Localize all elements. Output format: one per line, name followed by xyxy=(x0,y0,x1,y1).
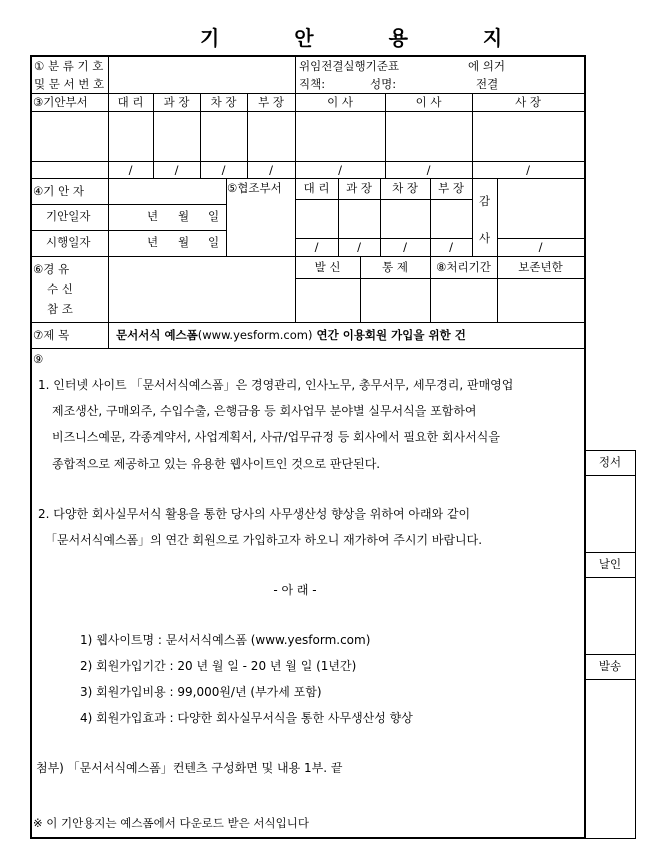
table-rule xyxy=(30,322,585,323)
date-unit-year: 년 xyxy=(147,235,159,249)
table-rule xyxy=(108,256,109,322)
drafting-col-director-2: 이 사 xyxy=(415,95,442,109)
subject-bold-tail: 연간 이용회원 가입을 위한 건 xyxy=(312,328,466,342)
routing-col-retention: 보존년한 xyxy=(518,260,563,274)
para1-line-3: 비즈니스예문, 각종계약서, 사업계획서, 사규/업무규정 등 회사에서 필요한 회사서식을 xyxy=(52,430,500,444)
table-rule xyxy=(30,230,226,231)
table-rule xyxy=(30,204,226,205)
drafting-col-section-chief: 과 장 xyxy=(163,95,190,109)
subject-url-part: (www.yesform.com) xyxy=(197,328,313,342)
side-label-dispatch: 발송 xyxy=(598,659,622,673)
body-marker: ⑨ xyxy=(33,352,44,366)
coop-col-deputy-head: 차 장 xyxy=(392,181,418,195)
para1-line-2: 제조생산, 구매외주, 수입수출, 은행금융 등 회사업무 분야별 실무서식을 포함하여 xyxy=(52,404,477,418)
attachment-note: 첨부) 「문서서식예스폼」컨텐츠 구성화면 및 내용 1부. 끝 xyxy=(36,761,343,775)
drafting-col-director-1: 이 사 xyxy=(327,95,353,109)
reference-label: 참 조 xyxy=(47,302,73,316)
para2-line-1: 2. 다양한 회사실무서식 활용을 통한 당사의 사무생산성 향상을 위하여 아래와 같이 xyxy=(38,507,471,521)
date-slash: / xyxy=(449,240,453,254)
detail-item-3: 3) 회원가입비용 : 99,000원/년 (부가세 포함) xyxy=(80,685,322,699)
table-bottom-border xyxy=(30,837,585,839)
drafting-dept-label: ③기안부서 xyxy=(33,95,88,109)
routing-col-processing-period: ⑧처리기간 xyxy=(436,260,491,274)
para2-line-2: 「문서서식예스폼」의 연간 회원으로 가입하고자 하오니 재가하여 주시기 바랍니다. xyxy=(45,533,483,547)
below-heading: - 아 래 - xyxy=(273,583,317,597)
para1-line-4: 종합적으로 제공하고 있는 유용한 웹사이트인 것으로 판단된다. xyxy=(52,457,381,471)
date-slash: / xyxy=(174,163,179,177)
recipient-label: 수 신 xyxy=(47,282,73,296)
table-rule xyxy=(108,55,109,93)
table-rule xyxy=(584,679,636,680)
table-rule xyxy=(497,238,585,239)
table-rule xyxy=(295,55,296,93)
delegation-rule-text: 위임전결실행기준표 xyxy=(299,59,399,73)
routing-col-sender: 발 신 xyxy=(314,260,341,274)
routing-col-control: 통 제 xyxy=(382,260,408,274)
date-slash: / xyxy=(403,240,407,254)
decision-label: 전결 xyxy=(476,77,499,91)
exec-date-label: 시행일자 xyxy=(46,235,91,249)
delegation-rule-tail: 에 의거 xyxy=(468,59,505,73)
date-unit-month: 월 xyxy=(178,235,190,249)
drafting-col-deputy-head: 차 장 xyxy=(210,95,237,109)
side-label-clean-copy: 정서 xyxy=(598,455,622,469)
name-label: 성명: xyxy=(370,77,397,91)
subject-bold-part: 문서서식 예스폼 xyxy=(116,328,198,342)
table-rule xyxy=(30,256,585,257)
coop-col-assistant: 대 리 xyxy=(303,181,330,195)
date-unit-day: 일 xyxy=(208,209,220,223)
para1-line-1: 1. 인터넷 사이트 「문서서식예스폼」은 경영관리, 인사노무, 총무서무, 세무경리, 판매영업 xyxy=(38,378,514,392)
drafting-col-president: 사 장 xyxy=(515,95,541,109)
form-footnote: ※ 이 기안용지는 예스폼에서 다운로드 받은 서식입니다 xyxy=(33,816,309,830)
via-label: ⑥경 유 xyxy=(33,262,70,276)
date-slash: / xyxy=(338,163,342,177)
table-rule xyxy=(584,838,636,839)
date-slash: / xyxy=(221,163,226,177)
table-rule xyxy=(30,161,585,162)
table-rule xyxy=(584,654,636,655)
subject-text xyxy=(116,330,466,342)
position-label: 직책: xyxy=(299,77,326,91)
date-unit-year: 년 xyxy=(147,209,159,223)
table-rule xyxy=(108,322,109,348)
drafter-label: ④기 안 자 xyxy=(33,184,84,198)
table-rule xyxy=(108,178,109,256)
table-rule xyxy=(30,111,585,112)
date-slash: / xyxy=(426,163,431,177)
audit-label-top: 감 xyxy=(478,194,491,208)
detail-item-2: 2) 회원가입기간 : 20 년 월 일 - 20 년 월 일 (1년간) xyxy=(80,659,357,673)
table-rule xyxy=(30,348,585,349)
table-rule xyxy=(295,238,473,239)
subject-label: ⑦제 목 xyxy=(33,328,70,342)
form-title: 기 안 용 지 xyxy=(200,26,537,50)
audit-label-bottom: 사 xyxy=(478,231,491,245)
date-slash: / xyxy=(526,163,530,177)
date-unit-day: 일 xyxy=(208,235,220,249)
coop-col-section-chief: 과 장 xyxy=(346,181,372,195)
date-unit-month: 월 xyxy=(178,209,190,223)
date-slash: / xyxy=(128,163,133,177)
date-slash: / xyxy=(314,240,319,254)
drafting-col-assistant: 대 리 xyxy=(117,95,144,109)
classification-label-1: ① 분 류 기 호 xyxy=(34,59,104,73)
drafting-col-dept-head: 부 장 xyxy=(258,95,284,109)
date-slash: / xyxy=(538,240,543,254)
table-rule xyxy=(635,450,636,839)
table-left-border xyxy=(30,55,32,839)
date-slash: / xyxy=(357,240,361,254)
table-rule xyxy=(295,278,585,279)
table-rule xyxy=(584,475,636,476)
coop-col-dept-head: 부 장 xyxy=(438,181,464,195)
detail-item-4: 4) 회원가입효과 : 다양한 회사실무서식을 통한 사무생산성 향상 xyxy=(80,711,413,725)
table-rule xyxy=(30,93,585,94)
table-rule xyxy=(295,199,473,200)
table-rule xyxy=(584,450,636,451)
table-right-border xyxy=(584,55,586,839)
table-top-border xyxy=(30,55,585,57)
table-rule xyxy=(30,178,585,179)
date-slash: / xyxy=(269,163,273,177)
table-rule xyxy=(584,577,636,578)
coop-dept-label: ⑤협조부서 xyxy=(227,181,282,195)
table-rule xyxy=(584,552,636,553)
side-label-seal: 날인 xyxy=(598,557,622,571)
classification-label-2: 및 문 서 번 호 xyxy=(34,77,105,91)
draft-date-label: 기안일자 xyxy=(46,209,91,223)
detail-item-1: 1) 웹사이트명 : 문서서식예스폼 (www.yesform.com) xyxy=(80,633,371,647)
